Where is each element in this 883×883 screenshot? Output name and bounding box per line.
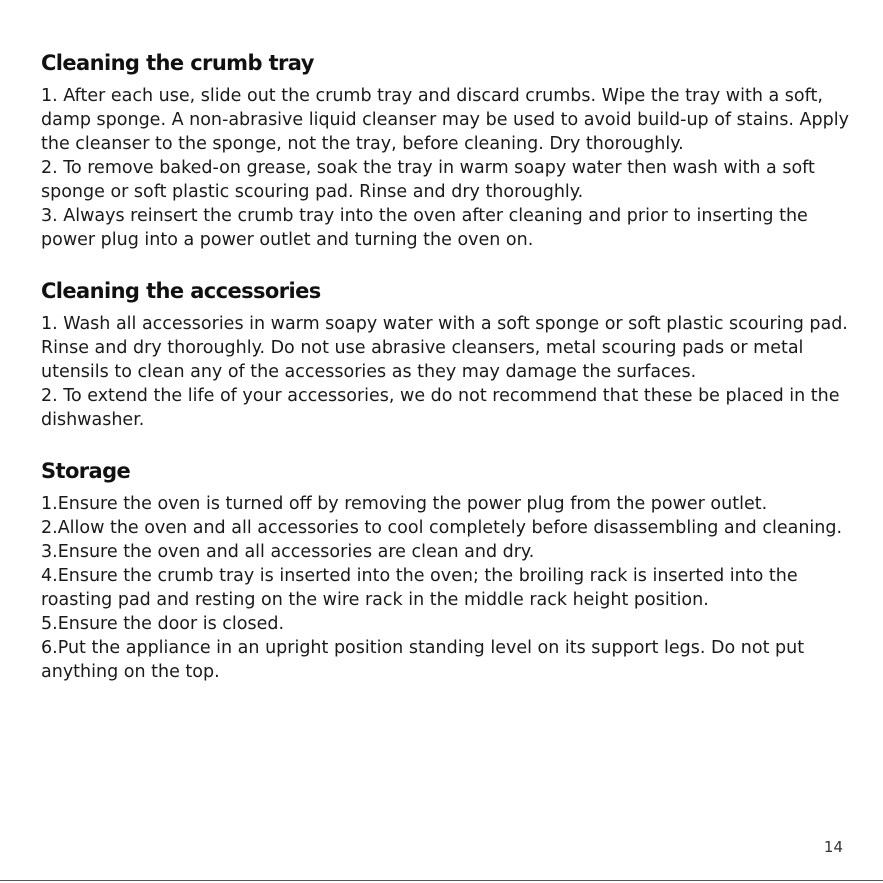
section-heading: Cleaning the accessories bbox=[41, 279, 321, 303]
paragraph: 1. After each use, slide out the crumb tray and discard crumbs. Wipe the tray with a soft, damp sponge. A non-abrasive liquid cleanser may be used to avoid build-up of stains. Apply the cleanser to the sponge, not the tray, before cleaning. Dry thoroughly. bbox=[41, 86, 849, 154]
section-cleaning-crumb-tray bbox=[41, 48, 851, 252]
paragraph: 4.Ensure the crumb tray is inserted into the oven; the broiling rack is inserted into the roasting pad and resting on the wire rack in the middle rack height position. bbox=[41, 566, 798, 610]
section-heading: Storage bbox=[41, 459, 131, 483]
paragraph: 5.Ensure the door is closed. bbox=[41, 614, 285, 634]
paragraph: 3.Ensure the oven and all accessories are clean and dry. bbox=[41, 542, 535, 562]
section-heading: Cleaning the crumb tray bbox=[41, 51, 314, 75]
paragraph: 1. Wash all accessories in warm soapy water with a soft sponge or soft plastic scouring pad. Rinse and dry thoroughly. Do not use abrasive cleansers, metal scouring pads or metal utensils to clean any of the accessories as they may damage the surfaces. bbox=[41, 314, 848, 382]
paragraph: 6.Put the appliance in an upright position standing level on its support legs. Do not put anything on the top. bbox=[41, 638, 805, 682]
paragraph: 2. To extend the life of your accessories, we do not recommend that these be placed in the dishwasher. bbox=[41, 386, 840, 430]
paragraph: 3. Always reinsert the crumb tray into the oven after cleaning and prior to inserting the power plug into a power outlet and turning the oven on. bbox=[41, 206, 808, 250]
paragraph: 2.Allow the oven and all accessories to cool completely before disassembling and cleaning. bbox=[41, 518, 843, 538]
section-storage bbox=[41, 456, 851, 684]
paragraph: 2. To remove baked-on grease, soak the tray in warm soapy water then wash with a soft sponge or soft plastic scouring pad. Rinse and dry thoroughly. bbox=[41, 158, 815, 202]
paragraph: 1.Ensure the oven is turned off by removing the power plug from the power outlet. bbox=[41, 494, 768, 514]
section-cleaning-accessories bbox=[41, 276, 851, 432]
footer-divider bbox=[0, 880, 883, 881]
page-number: 14 bbox=[823, 838, 843, 856]
manual-page bbox=[41, 48, 851, 684]
